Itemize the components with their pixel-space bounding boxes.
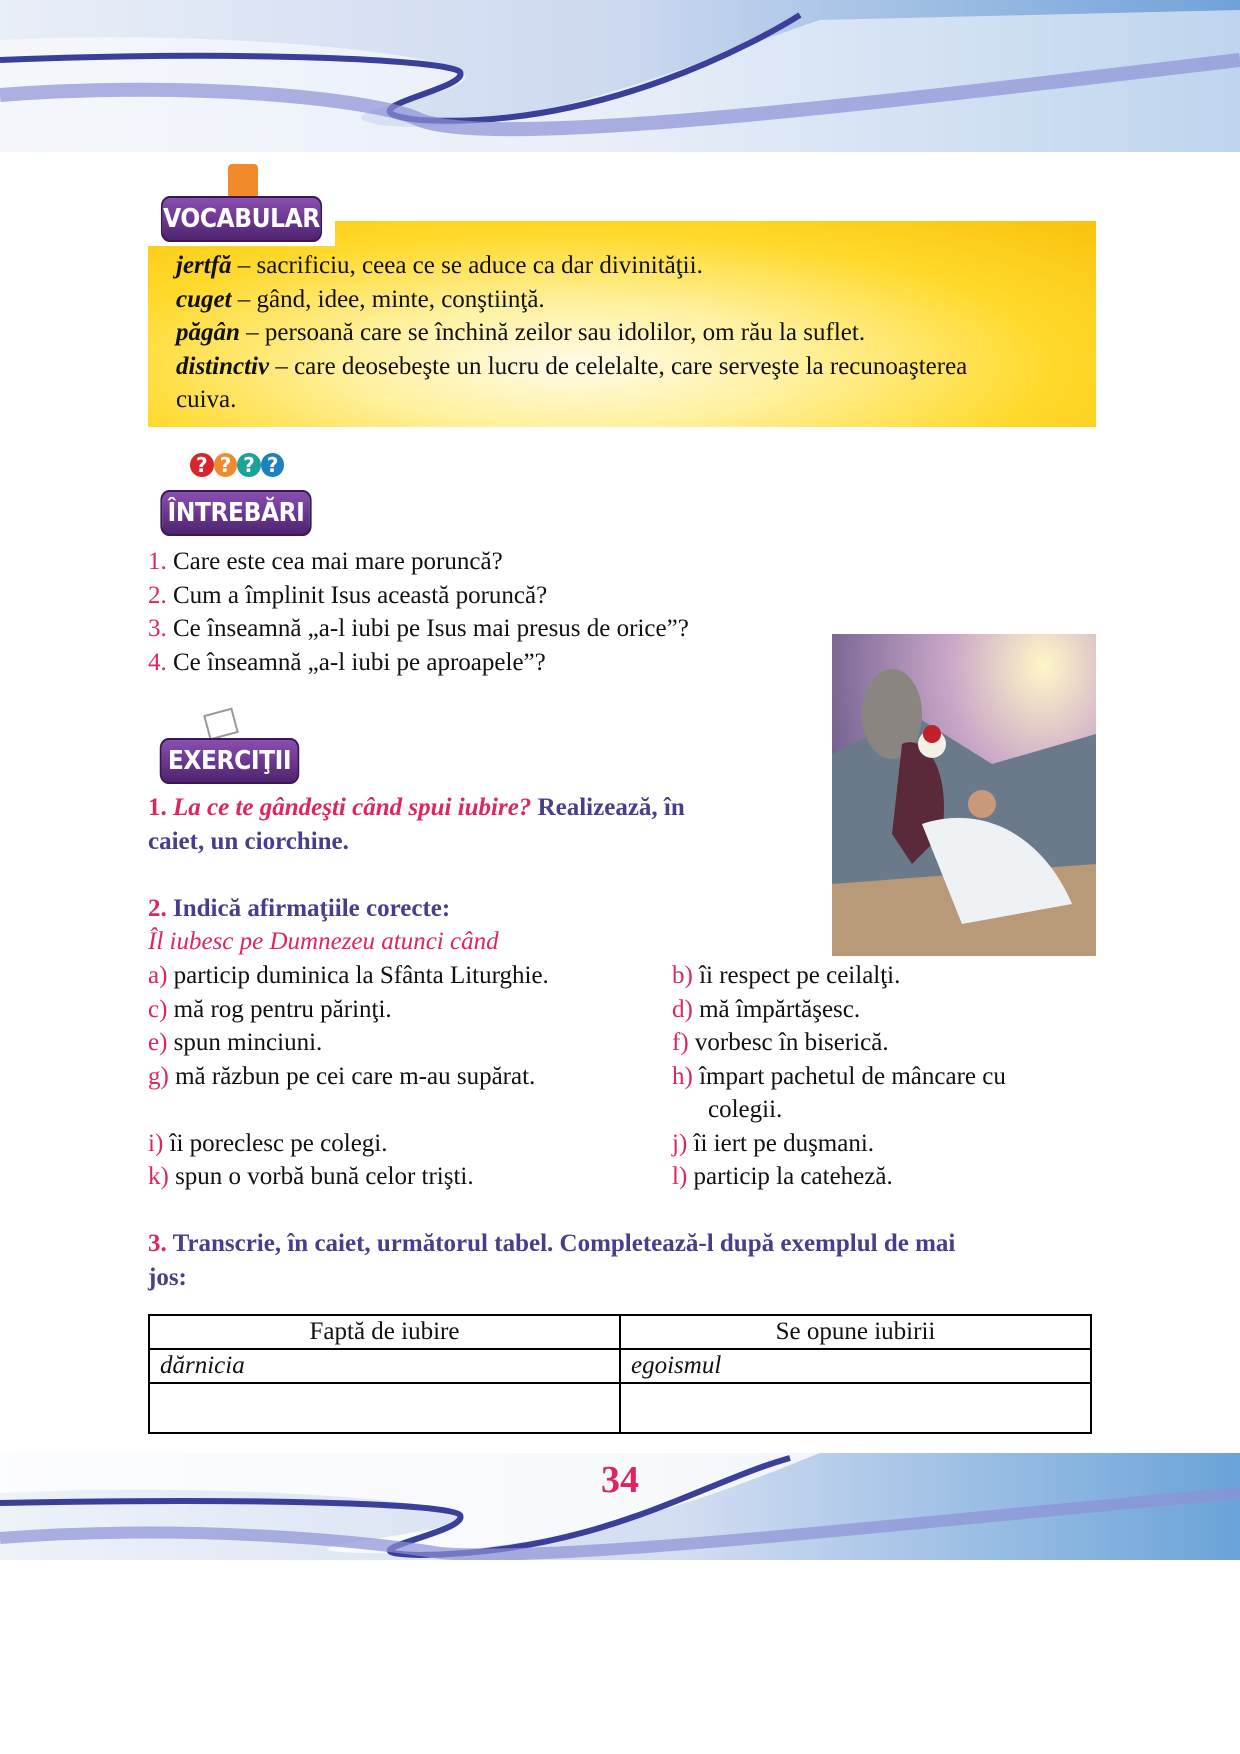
exercitii-badge: EXERCIŢII (148, 707, 311, 788)
question-item: 4. Ce înseamnă „a-l iubi pe aproapele”? (148, 649, 546, 676)
option-text: mă răzbun pe cei care m-au supărat. (175, 1063, 536, 1090)
exercise-3-cont: jos: (148, 1264, 187, 1291)
option-text: particip la cateheză. (693, 1163, 893, 1190)
option-text: particip duminica la Sfânta Liturghie. (173, 962, 549, 989)
option-letter: e) (148, 1029, 168, 1056)
header-wave-decoration (0, 0, 1240, 152)
option-text: spun o vorbă bună celor trişti. (175, 1163, 474, 1190)
option-g (148, 1062, 535, 1092)
vocab-entry: jertfă – sacrificiu, ceea ce se aduce ca dar divinităţii. (176, 252, 703, 279)
cross-book-icon (228, 164, 258, 198)
option-letter: g) (148, 1063, 169, 1090)
option-letter: d) (672, 996, 693, 1023)
option-i (148, 1129, 388, 1159)
option-letter: c) (148, 996, 168, 1023)
option-h (672, 1062, 1006, 1092)
option-letter: h) (672, 1063, 693, 1090)
page-number: 34 (601, 1459, 639, 1501)
option-text: vorbesc în biserică. (694, 1029, 889, 1056)
exercise-2-prompt: Îl iubesc pe Dumnezeu atunci când (148, 928, 499, 955)
exercise-3-heading: 3. Transcrie, în caiet, următorul tabel. Completează-l după exemplul de mai (148, 1230, 956, 1257)
option-text: îi poreclesc pe colegi. (169, 1130, 388, 1157)
option-letter: f) (672, 1029, 689, 1056)
option-h-cont: colegii. (708, 1096, 783, 1123)
love-deeds-table (148, 1314, 1092, 1434)
option-letter: b) (672, 962, 693, 989)
option-text: mă împărtăşesc. (699, 996, 861, 1023)
table-row: dărnicia egoismul (149, 1349, 1091, 1383)
vocab-entry: distinctiv – care deosebeşte un lucru de celelalte, care serveşte la recunoaşterea (176, 353, 968, 380)
intrebari-badge: ? ? ? ? ÎNTREBĂRI (148, 447, 324, 540)
pencil-paper-icon (203, 708, 239, 741)
vocab-entry: păgân – persoană care se închină zeilor sau idolilor, om rău la suflet. (176, 319, 866, 346)
vocab-continuation: cuiva. (176, 386, 237, 413)
option-letter: a) (148, 962, 168, 989)
option-a (148, 961, 549, 991)
vocab-entry: cuget – gând, idee, minte, conştiinţă. (176, 286, 545, 313)
option-letter: i) (148, 1130, 164, 1157)
table-header-row: Faptă de iubire Se opune iubirii (149, 1315, 1091, 1349)
exercise-2-heading: 2. Indică afirmaţiile corecte: (148, 895, 451, 922)
option-letter: k) (148, 1163, 169, 1190)
question-item: 3. Ce înseamnă „a-l iubi pe Isus mai presus de orice”? (148, 615, 689, 642)
option-e (148, 1028, 322, 1058)
option-letter: j) (672, 1130, 688, 1157)
option-c (148, 995, 392, 1025)
good-samaritan-illustration (832, 634, 1096, 956)
option-d (672, 995, 860, 1025)
question-bubbles-icon: ? ? ? ? (190, 453, 290, 489)
exercise-1-cont: caiet, un ciorchine. (148, 828, 349, 855)
exercise-1: 1. La ce te gândeşti când spui iubire? Realizează, în (148, 794, 685, 821)
option-j (672, 1129, 874, 1159)
option-f (672, 1028, 889, 1058)
option-k (148, 1162, 474, 1192)
option-text: mă rog pentru părinţi. (173, 996, 392, 1023)
option-text: îi respect pe ceilalţi. (699, 962, 901, 989)
vocabular-badge: VOCABULAR (148, 162, 335, 246)
option-text: îi iert pe duşmani. (693, 1130, 875, 1157)
option-letter: l) (672, 1163, 688, 1190)
option-text: spun minciuni. (173, 1029, 323, 1056)
question-item: 2. Cum a împlinit Isus această poruncă? (148, 582, 548, 609)
option-text: împart pachetul de mâncare cu (699, 1063, 1006, 1090)
option-l (672, 1162, 893, 1192)
table-row (149, 1383, 1091, 1433)
question-item: 1. Care este cea mai mare poruncă? (148, 548, 503, 575)
option-b (672, 961, 900, 991)
